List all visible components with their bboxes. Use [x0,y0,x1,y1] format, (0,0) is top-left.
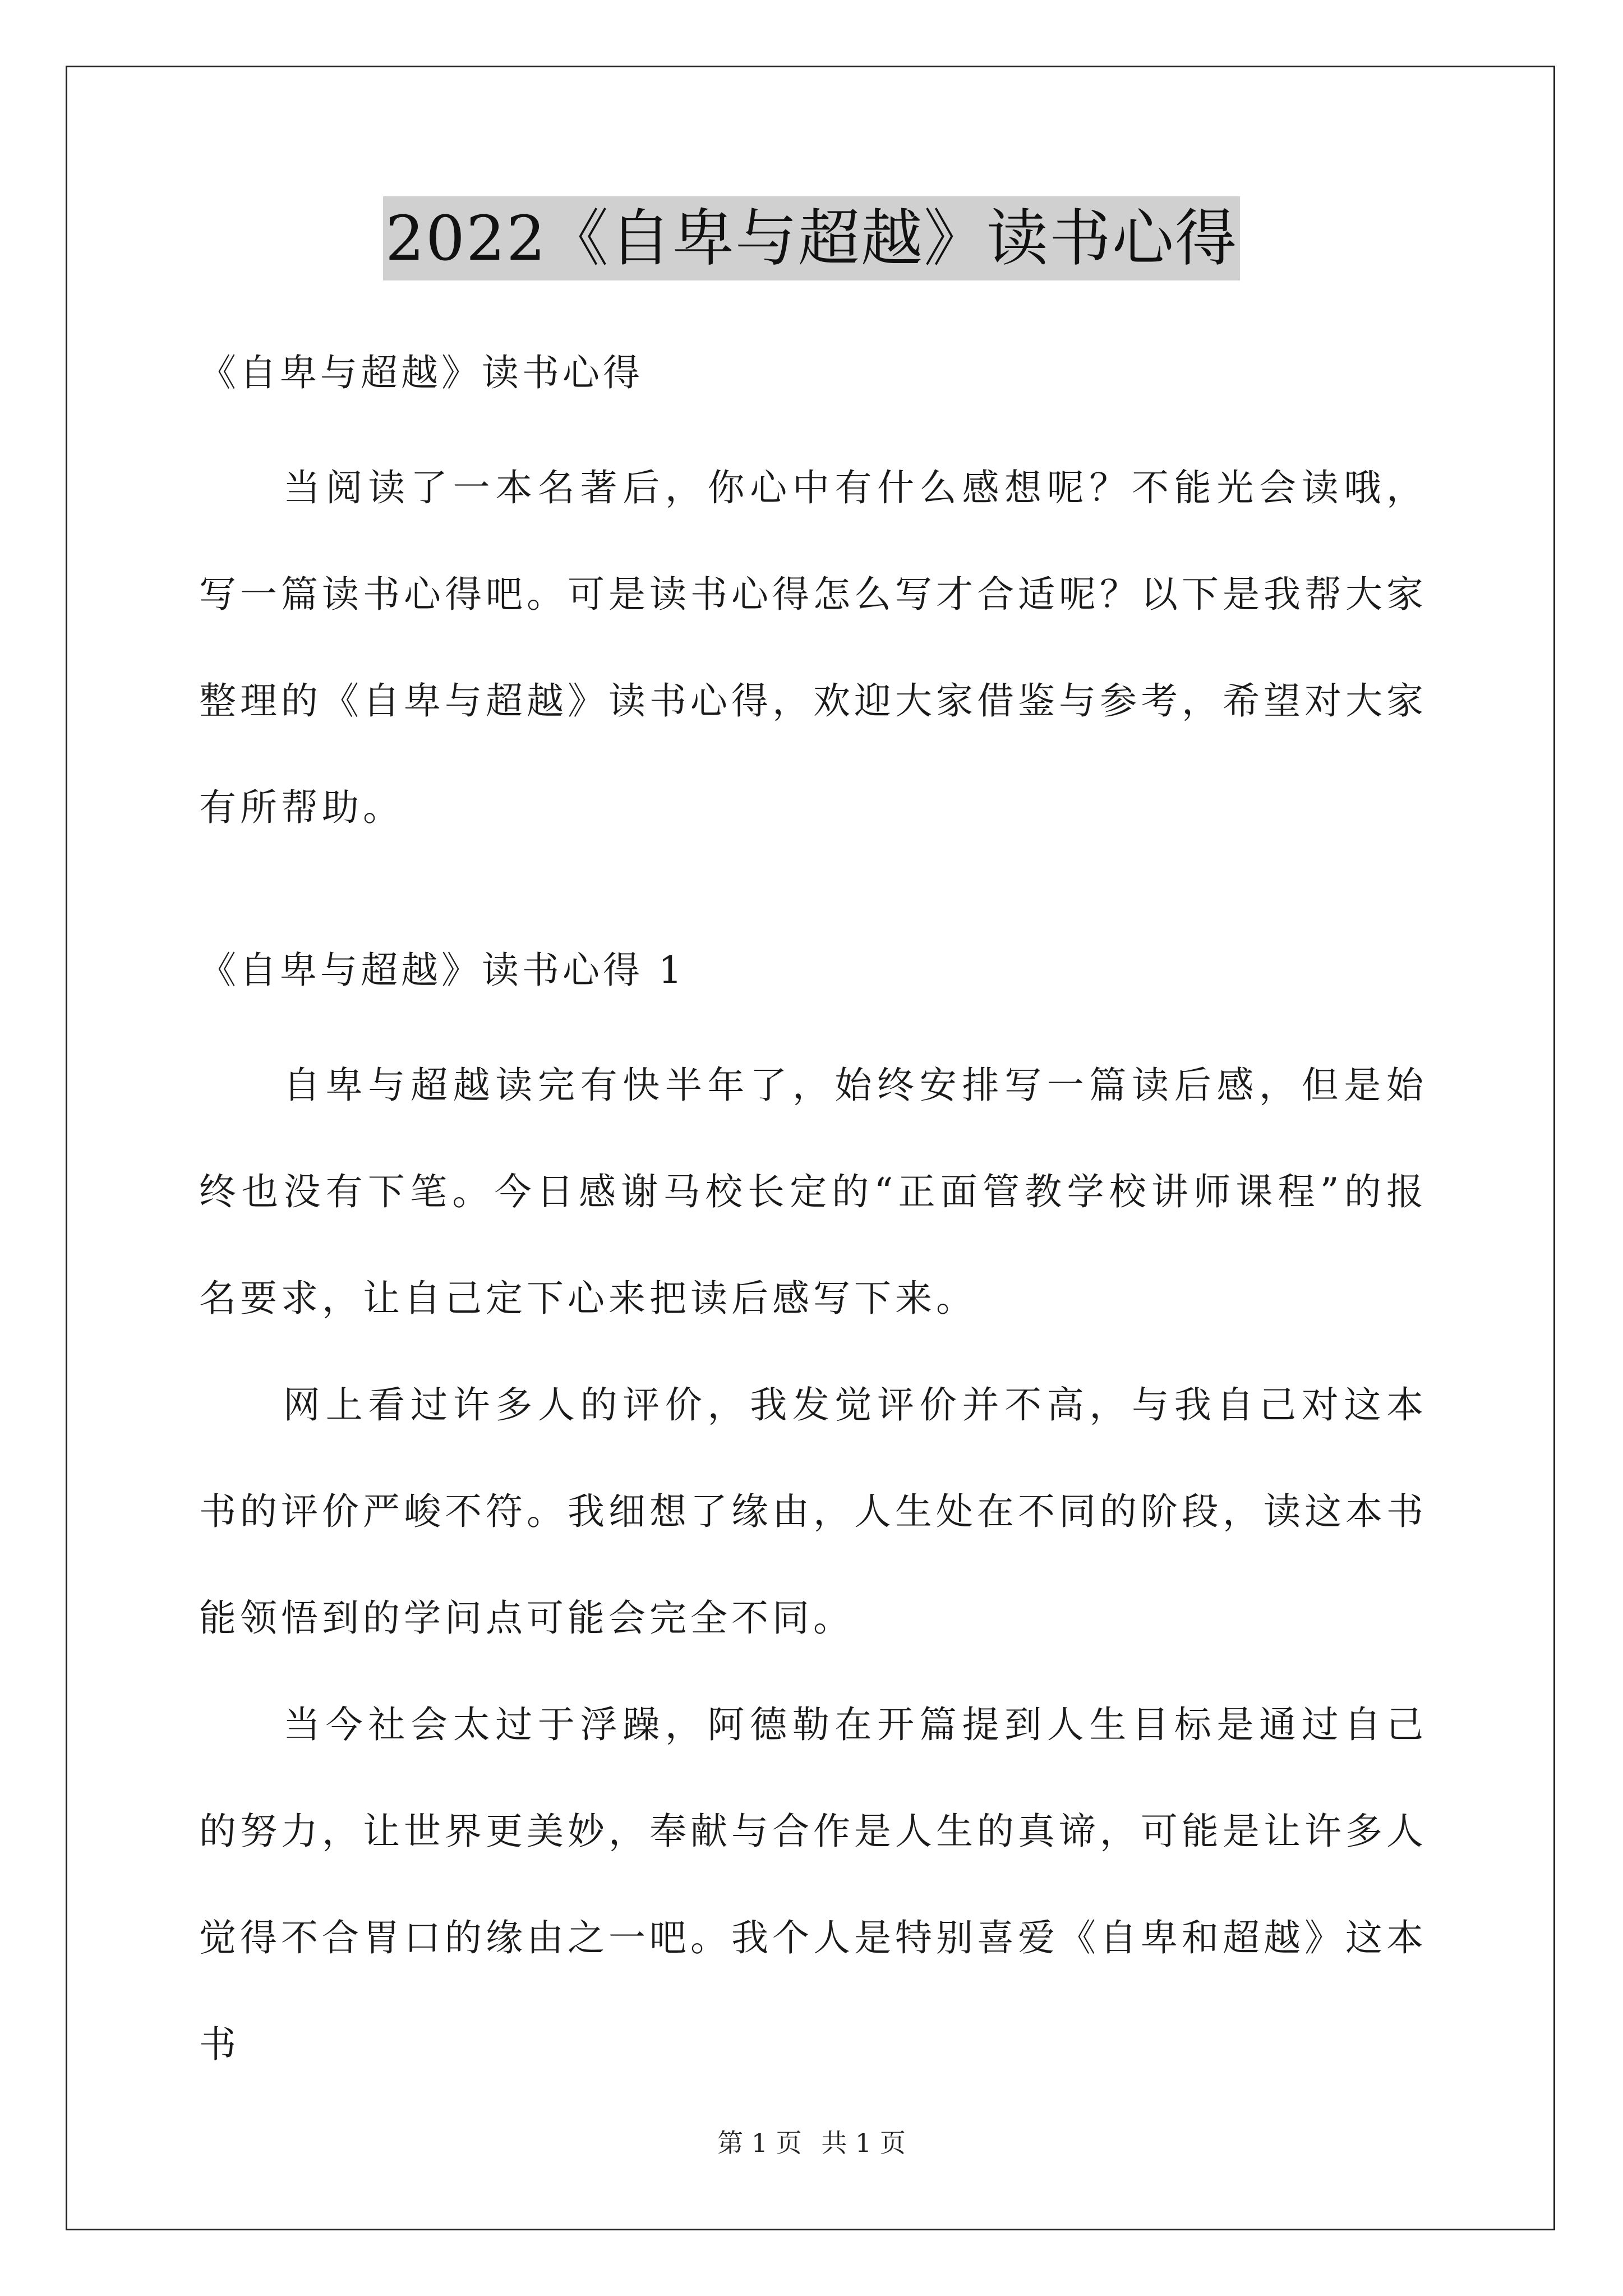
page-footer [0,2126,1623,2160]
section-heading: 《自卑与超越》读书心得 1 [199,949,685,992]
title-block [0,196,1623,280]
body-paragraph: 当今社会太过于浮躁，阿德勒在开篇提到人生目标是通过自己的努力，让世界更美妙，奉献与合作是人生的真谛，可能是让许多人觉得不合胃口的缘由之一吧。我个人是特别喜爱《自卑和超越》这本书 [199,1703,1427,2066]
body-paragraph: 网上看过许多人的评价，我发觉评价并不高，与我自己对这本书的评价严峻不符。我细想了缘由，人生处在不同的阶段，读这本书能领悟到的学问点可能会完全不同。 [199,1383,1427,1640]
intro-paragraph: 当阅读了一本名著后，你心中有什么感想呢？不能光会读哦，写一篇读书心得吧。可是读书心得怎么写才合适呢？以下是我帮大家整理的《自卑与超越》读书心得，欢迎大家借鉴与参考，希望对大家有所帮助。 [199,466,1427,829]
page-total: 共 1 页 [821,2128,906,2158]
body-paragraph: 自卑与超越读完有快半年了，始终安排写一篇读后感，但是始终也没有下笔。今日感谢马校长定的“正面管教学校讲师课程”的报名要求，让自己定下心来把读后感写下来。 [199,1064,1427,1320]
subtitle: 《自卑与超越》读书心得 [199,351,643,394]
document-title: 2022《自卑与超越》读书心得 [383,196,1240,280]
document-body [199,342,1427,2098]
page-number: 第 1 页 [717,2128,802,2158]
